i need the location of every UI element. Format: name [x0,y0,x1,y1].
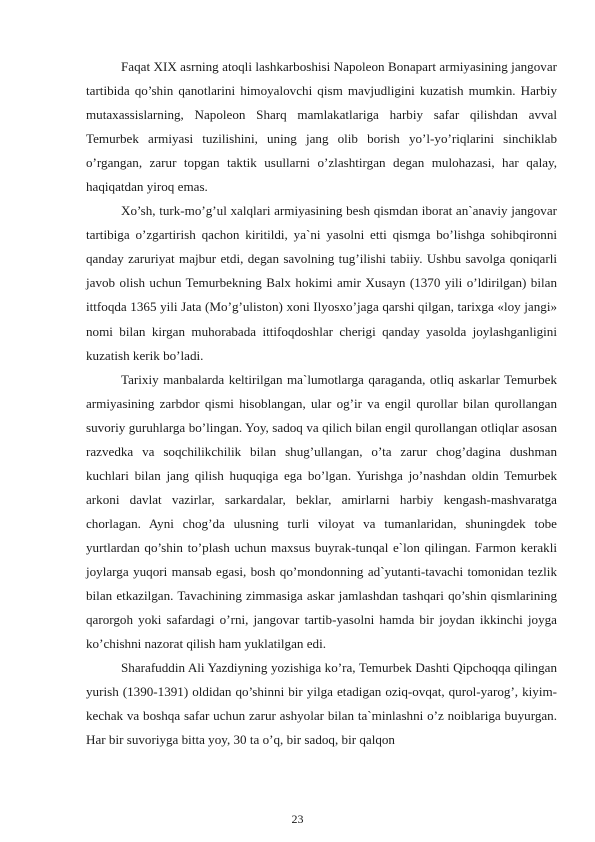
page-number: 23 [291,812,304,826]
paragraph-2: Xo’sh, turk-mo’g’ul xalqlari armiyasining besh qismdan iborat an`anaviy jangovar tartibiga o’zgartirish qachon kiritildi, ya`ni yasolni etti qismga bo’lishga sohibqironni qanday zaruriyat majbur etdi, degan savolning tug’ilishi tabiiy. Ushbu savolga qoniqarli javob olish uchun Temurbekning Balx hokimi amir Xusayn (1370 yili o’ldirilgan) bilan ittfoqda 1365 yili Jata (Mo’g’uliston) xoni Ilyosxo’jaga qarshi qilgan, tarixga «loy jangi» nomi bilan kirgan muhorabada ittifoqdoshlar cherigi qanday yasolda joylashganligini kuzatish kerik bo’ladi. [86,203,557,363]
body-text [86,55,557,752]
paragraph-4: Sharafuddin Ali Yazdiyning yozishiga ko’ra, Temurbek Dashti Qipchoqqa qilingan yurish (1390-1391) oldidan qo’shinni bir yilga etadigan oziq-ovqat, qurol-yarog’, kiyim-kechak va boshqa safar uchun zarur ashyolar bilan ta`minlashni o’z noiblariga buyurgan. Har bir suvoriyga bitta yoy, 30 ta o’q, bir sadoq, bir qalqon [86,660,557,748]
paragraph-1: Faqat XIX asrning atoqli lashkarboshisi Napoleon Bonapart armiyasining jangovar tartibida qo’shin qanotlarini himoyalovchi qism mavjudligini kuzatish mumkin. Harbiy mutaxassislarning, Napoleon Sharq mamlakatlariga harbiy safar qilishdan avval Temurbek armiyasi tuzilishini, uning jang olib borish yo’l-yo’riqlarini sinchiklab o’rgangan, zarur topgan taktik usullarni o’zlashtirgan degan mulohazasi, har qalay, haqiqatdan yiroq emas. [86,59,557,195]
paragraph-3: Tarixiy manbalarda keltirilgan ma`lumotlarga qaraganda, otliq askarlar Temurbek armiyasining zarbdor qismi hisoblangan, ular og’ir va engil qurollar bilan qurollangan suvoriy guruhlarga bo’lingan. Yoy, sadoq va qilich bilan engil qurollangan otliqlar asosan razvedka va soqchilikchilik bilan shug’ullangan, o’ta zarur chog’dagina dushman kuchlari bilan jang qilish huquqiga ega bo’lgan. Yurishga jo’nashdan oldin Temurbek arkoni davlat vazirlar, sarkardalar, beklar, amirlarni harbiy kengash-mashvaratga chorlagan. Ayni chog’da ulusning turli viloyat va tumanlaridan, shuningdek tobe yurtlardan qo’shin to’plash uchun maxsus buyrak-tunqal e`lon qilingan. Farmon kerakli joylarga yuqori mansab egasi, bosh qo’mondonning ad`yutanti-tavachi tomonidan tezlik bilan etkazilgan. Tavachining zimmasiga askar jamlashdan tashqari qo’shin qismlarining qarorgoh yoki safardagi o’rni, jangovar tartib-yasolni hamda bir joydan ikkinchi joyga ko’chishni nazorat qilish ham yuklatilgan edi. [86,371,557,652]
